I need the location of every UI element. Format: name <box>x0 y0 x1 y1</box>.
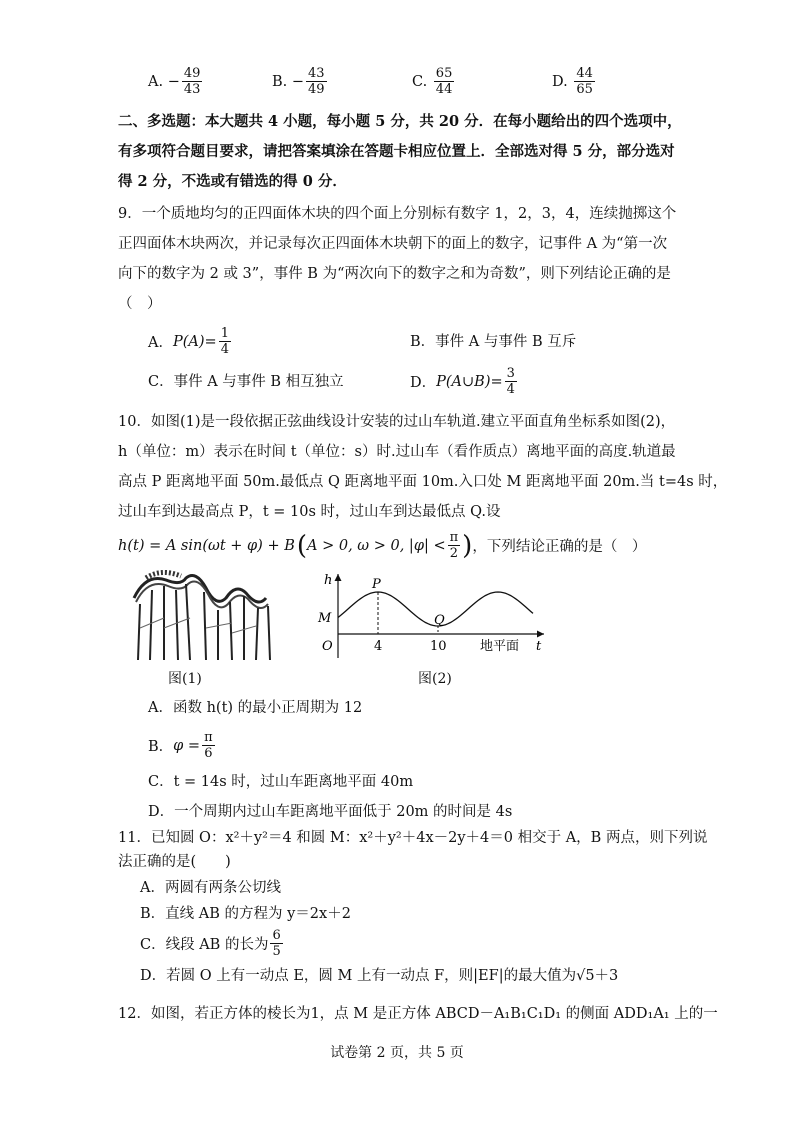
q8-option-d: D. $\frac{44}{65}$ <box>552 66 593 97</box>
tick-4: 4 <box>374 639 383 654</box>
q9-option-b: B．事件 A 与事件 B 互斥 <box>410 334 577 350</box>
q11-option-b: B．直线 AB 的方程为 y＝2x＋2 <box>140 906 351 922</box>
q11-option-a: A．两圆有两条公切线 <box>140 880 281 896</box>
q10-option-d: D．一个周期内过山车距离地平面低于 20m 的时间是 4s <box>148 804 513 820</box>
tick-10: 10 <box>430 639 447 654</box>
origin-label: O <box>322 639 333 654</box>
q10-option-a: A．函数 h(t) 的最小正周期为 12 <box>148 700 363 716</box>
q-label: Q <box>434 613 445 628</box>
sine-graph <box>312 570 548 662</box>
t-axis-label: t <box>536 639 542 654</box>
h-axis-label: h <box>324 573 333 588</box>
q9-option-d: D． P(A∪B)= $\frac{3}{4}$ <box>410 366 515 397</box>
q10-line-2: h（单位：m）表示在时间 t（单位：s）时.过山车（看作质点）离地平面的高度.轨道最 <box>118 444 676 460</box>
q10-option-c: C．t = 14s 时，过山车距离地平面 40m <box>148 774 414 790</box>
q8-option-c: C. $\frac{65}{44}$ <box>412 66 453 97</box>
section2-line-3: 得 2 分，不选或有错选的得 0 分． <box>118 173 347 190</box>
q9-line-2: 正四面体木块两次，并记录每次正四面体木块朝下的面上的数字，记事件 A 为“第一次 <box>118 236 668 252</box>
q8-option-a: A. − $\frac{49}{43}$ <box>148 66 201 97</box>
q10-option-b: B． φ = $\frac{\pi}{6}$ <box>148 730 213 761</box>
q8-option-b: B. − $\frac{43}{49}$ <box>272 66 325 97</box>
q9-line-1: 9．一个质地均匀的正四面体木块的四个面上分别标有数字 1，2，3，4，连续抛掷这个 <box>118 206 677 222</box>
q10-line-3: 高点 P 距离地平面 50m.最低点 Q 距离地平面 10m.入口处 M 距离地平面 20m.当 t=4s 时， <box>118 474 728 490</box>
q9-line-3: 向下的数字为 2 或 3”，事件 B 为“两次向下的数字之和为奇数”，则下列结论正确的是 <box>118 266 671 282</box>
q11-option-d: D．若圆 O 上有一动点 E，圆 M 上有一动点 F，则|EF|的最大值为√5＋3 <box>140 968 619 984</box>
q9-option-c: C．事件 A 与事件 B 相互独立 <box>148 374 344 390</box>
ground-label: 地平面 <box>480 639 520 654</box>
section2-line-1: 二、多选题：本大题共 4 小题，每小题 5 分，共 20 分．在每小题给出的四个选项中， <box>118 113 682 130</box>
roller-coaster-photo <box>126 568 278 663</box>
q11-line-2: 法正确的是( ) <box>118 854 231 870</box>
m-label: M <box>318 611 332 626</box>
page-footer: 试卷第 2 页，共 5 页 <box>330 1045 464 1061</box>
q9-option-a: A． P(A)= $\frac{1}{4}$ <box>148 326 229 357</box>
q10-line-1: 10．如图(1)是一段依据正弦曲线设计安装的过山车轨道.建立平面直角坐标系如图(2)， <box>118 414 676 430</box>
figure-2-caption: 图(2) <box>418 671 452 687</box>
figure-1-caption: 图(1) <box>168 671 202 687</box>
q9-answer-blank: （ ） <box>118 296 162 312</box>
q10-formula: h(t) = A sin(ωt + φ) + B ( A > 0, ω > 0, |φ| < $\frac{\pi}{2}$ ) ，下列结论正确的是（ ） <box>118 530 647 561</box>
q11-option-c: C．线段 AB 的长为 $\frac{6}{5}$ <box>140 928 281 959</box>
q11-line-1: 11．已知圆 O：x²＋y²＝4 和圆 M：x²＋y²＋4x－2y＋4＝0 相交于 A，B 两点，则下列说 <box>118 830 708 846</box>
q10-line-4: 过山车到达最高点 P，t = 10s 时，过山车到达最低点 Q.设 <box>118 504 501 520</box>
p-label: P <box>372 577 381 592</box>
section2-line-2: 有多项符合题目要求，请把答案填涂在答题卡相应位置上．全部选对得 5 分，部分选对 <box>118 143 675 160</box>
q12-line-1: 12．如图，若正方体的棱长为1，点 M 是正方体 ABCD－A₁B₁C₁D₁ 的侧面 ADD₁A₁ 上的一 <box>118 1006 718 1022</box>
